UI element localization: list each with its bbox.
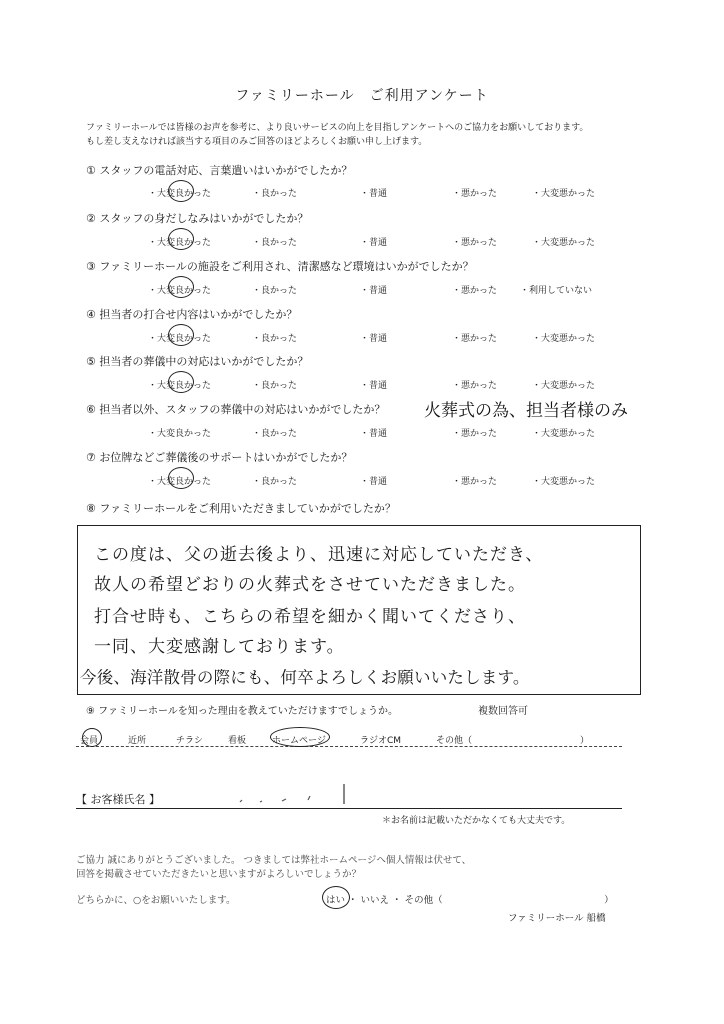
page-title: ファミリーホール ご利用アンケート <box>235 88 489 104</box>
company-name: ファミリーホール 船橋 <box>508 913 606 924</box>
q4-option-5[interactable]: ・ 大変悪かった <box>532 331 595 344</box>
customer-name-underline <box>76 808 622 809</box>
question-4-label: ④ 担当者の打合せ内容はいかがでしたか？ <box>86 308 298 321</box>
source-flyer[interactable]: チラシ <box>176 736 204 746</box>
q6-option-1[interactable]: ・ 大変良かった <box>148 426 211 439</box>
question-3-label: ③ ファミリーホールの施設をご利用され、清潔感など環境はいかがでしたか？ <box>86 260 474 273</box>
q1-option-1[interactable]: ・ 大変良かった <box>148 186 211 199</box>
answer-circle <box>168 180 194 202</box>
q1-option-2[interactable]: ・ 良かった <box>252 186 297 199</box>
source-other[interactable]: その他（ ） <box>436 736 590 746</box>
question-1-label: ① スタッフの電話対応、言葉遣いはいかがでしたか？ <box>86 164 353 177</box>
q8-answer-line-3: 打合せ時も、こちらの希望を細かく聞いてくださり、 <box>94 607 526 627</box>
q6-option-5[interactable]: ・ 大変悪かった <box>532 426 595 439</box>
question-7-label: ⑦ お位牌などご葬儀後のサポートはいかがでしたか？ <box>86 451 353 464</box>
question-2-label: ② スタッフの身だしなみはいかがでしたか？ <box>86 212 309 225</box>
q6-option-2[interactable]: ・ 良かった <box>252 426 297 439</box>
source-underline <box>76 746 622 747</box>
intro-line-1: ファミリーホールでは皆様のお声を参考に、より良いサービスの向上を目指しアンケートへのご協力をお願いしております。 <box>86 123 589 133</box>
source-homepage[interactable]: ホームページ <box>272 736 326 746</box>
source-member[interactable]: 会員 <box>80 736 99 746</box>
question-6-label: ⑥ 担当者以外、スタッフの葬儀中の対応はいかがでしたか？ <box>86 403 386 416</box>
q5-option-2[interactable]: ・ 良かった <box>252 378 297 391</box>
q7-option-3[interactable]: ・ 普通 <box>360 474 387 487</box>
q2-option-2[interactable]: ・ 良かった <box>252 235 297 248</box>
q7-option-4[interactable]: ・ 悪かった <box>452 474 497 487</box>
thanks-line-1: ご協力 誠にありがとうございました。 つきましては弊社ホームページへ個人情報は伏せて、 <box>76 855 472 866</box>
q2-option-3[interactable]: ・ 普通 <box>360 235 387 248</box>
q3-option-3[interactable]: ・ 普通 <box>360 283 387 296</box>
customer-name-label: 【 お客様氏名 】 <box>76 793 160 806</box>
q7-option-2[interactable]: ・ 良かった <box>252 474 297 487</box>
source-signboard[interactable]: 看板 <box>228 736 247 746</box>
redacted-name-strokes <box>220 782 360 806</box>
question-5-label: ⑤ 担当者の葬儀中の対応はいかがでしたか？ <box>86 355 309 368</box>
q6-handwritten-note: 火葬式の為、担当者様のみ <box>424 401 628 421</box>
q2-option-4[interactable]: ・ 悪かった <box>452 235 497 248</box>
q3-option-1[interactable]: ・ 大変良かった <box>148 283 211 296</box>
q3-option-2[interactable]: ・ 良かった <box>252 283 297 296</box>
answer-circle <box>168 467 194 489</box>
q4-option-1[interactable]: ・ 大変良かった <box>148 331 211 344</box>
q5-option-5[interactable]: ・ 大変悪かった <box>532 378 595 391</box>
q2-option-5[interactable]: ・ 大変悪かった <box>532 235 595 248</box>
q5-option-3[interactable]: ・ 普通 <box>360 378 387 391</box>
q8-answer-line-1: この度は、父の逝去後より、迅速に対応していただき、 <box>94 545 544 565</box>
q9-multiple-note: 複数回答可 <box>478 706 528 717</box>
customer-name-field[interactable] <box>220 782 360 806</box>
q8-answer-line-5: 今後、海洋散骨の際にも、何卒よろしくお願いいたします。 <box>80 668 530 687</box>
q7-option-1[interactable]: ・ 大変良かった <box>148 474 211 487</box>
q7-option-5[interactable]: ・ 大変悪かった <box>532 474 595 487</box>
answer-circle <box>168 228 194 250</box>
q8-answer-line-4: 一同、大変感謝しております。 <box>94 637 345 657</box>
answer-circle <box>168 324 194 346</box>
q1-option-3[interactable]: ・ 普通 <box>360 186 387 199</box>
q2-option-1[interactable]: ・ 大変良かった <box>148 235 211 248</box>
q8-answer-line-2: 故人の希望どおりの火葬式をさせていただきました。 <box>94 575 526 595</box>
q4-option-4[interactable]: ・ 悪かった <box>452 331 497 344</box>
thanks-line-2: 回答を掲載させていただきたいと思いますがよろしいでしょうか？ <box>76 869 362 880</box>
q4-option-3[interactable]: ・ 普通 <box>360 331 387 344</box>
q3-option-4[interactable]: ・ 悪かった <box>452 283 497 296</box>
answer-circle <box>270 727 330 747</box>
q1-option-5[interactable]: ・ 大変悪かった <box>532 186 595 199</box>
question-9-label: ⑨ ファミリーホールを知った理由を教えていただけますでしょうか。 <box>86 706 399 717</box>
q8-answer-box[interactable] <box>77 525 641 695</box>
source-radio-cm[interactable]: ラジオCM <box>360 736 402 746</box>
q3-option-5[interactable]: ・ 利用していない <box>520 283 592 296</box>
question-8-label: ⑧ ファミリーホールをご利用いただきましていかがでしたか？ <box>86 502 396 515</box>
intro-line-2: もし差し支えなければ該当する項目のみご回答のほどよろしくお願い申し上げます。 <box>86 137 428 147</box>
q4-option-2[interactable]: ・ 良かった <box>252 331 297 344</box>
answer-circle <box>168 276 194 298</box>
answer-circle <box>168 371 194 393</box>
q5-option-4[interactable]: ・ 悪かった <box>452 378 497 391</box>
q1-option-4[interactable]: ・ 悪かった <box>452 186 497 199</box>
q6-option-4[interactable]: ・ 悪かった <box>452 426 497 439</box>
consent-options[interactable]: はい ・ いいえ ・ その他（ ） <box>326 895 614 906</box>
source-nearby[interactable]: 近所 <box>128 736 147 746</box>
q6-option-3[interactable]: ・ 普通 <box>360 426 387 439</box>
answer-circle <box>322 886 350 909</box>
name-optional-note: ＊お名前は記載いただかなくても大丈夫です。 <box>382 816 571 826</box>
q5-option-1[interactable]: ・ 大変良かった <box>148 378 211 391</box>
answer-circle <box>82 728 102 747</box>
consent-prompt: どちらかに、○をお願いいたします。 <box>76 895 236 906</box>
